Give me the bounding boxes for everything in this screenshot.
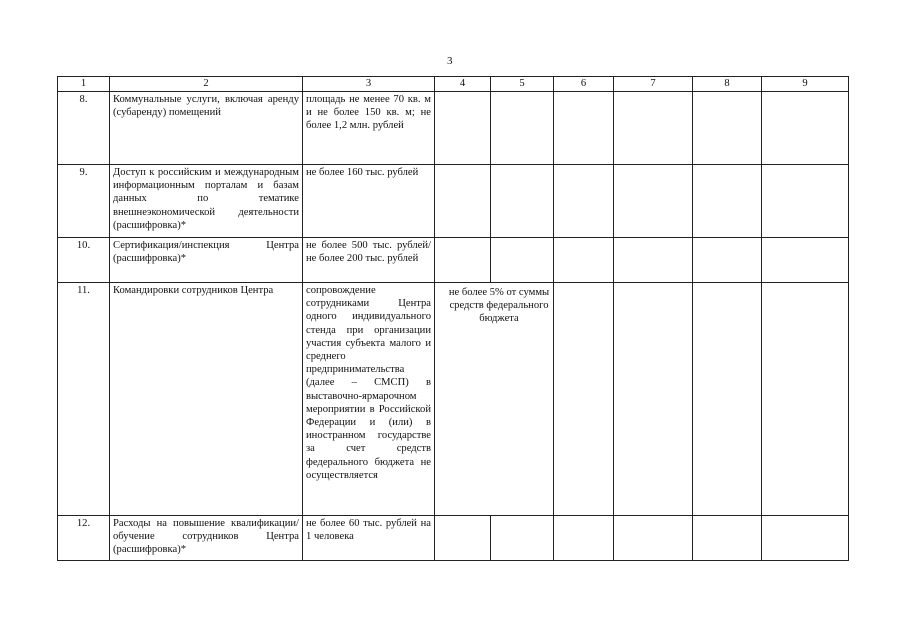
- empty-cell: [435, 516, 491, 561]
- empty-cell: [762, 516, 849, 561]
- column-header: 6: [554, 77, 614, 92]
- expense-norm: не более 500 тыс. рублей/не более 200 тыс. рублей: [303, 238, 435, 283]
- table-row: [58, 165, 849, 238]
- empty-cell: [491, 165, 554, 238]
- expense-name: Коммунальные услуги, включая аренду (субаренду) помещений: [110, 92, 303, 165]
- empty-cell: [762, 165, 849, 238]
- empty-cell: [762, 283, 849, 516]
- page-number: 3: [447, 55, 453, 67]
- empty-cell: [554, 283, 614, 516]
- empty-cell: [614, 238, 693, 283]
- column-header: 7: [614, 77, 693, 92]
- table-row: [58, 238, 849, 283]
- empty-cell: [693, 238, 762, 283]
- column-header: 4: [435, 77, 491, 92]
- column-header: 1: [58, 77, 110, 92]
- empty-cell: [614, 92, 693, 165]
- table-row: [58, 283, 849, 516]
- expense-name: Доступ к российским и международным информационным порталам и базам данных по тематике внешнеэкономической деятельности (расшифровка)*: [110, 165, 303, 238]
- empty-cell: [762, 238, 849, 283]
- header-row: [58, 77, 849, 92]
- column-header: 9: [762, 77, 849, 92]
- empty-cell: [491, 238, 554, 283]
- expense-norm: площадь не менее 70 кв. м и не более 150 кв. м; не более 1,2 млн. рублей: [303, 92, 435, 165]
- empty-cell: [554, 238, 614, 283]
- expense-norm: сопровождение сотрудниками Центра одного индивидуального стенда при организации участия субъекта малого и среднего предпринимательства (далее – СМСП) в выставочно-ярмарочном мероприятии в Российской Федерации и (или) в иностранном государстве за счет средств федерального бюджета не осуществляется: [303, 283, 435, 516]
- row-number: 8.: [58, 92, 110, 165]
- empty-cell: [614, 165, 693, 238]
- empty-cell: [554, 92, 614, 165]
- table-row: [58, 516, 849, 561]
- column-header: 2: [110, 77, 303, 92]
- budget-share-note: не более 5% от суммы средств федерального бюджета: [435, 283, 554, 516]
- empty-cell: [491, 92, 554, 165]
- empty-cell: [491, 516, 554, 561]
- expense-name: Сертификация/инспекция Центра (расшифровка)*: [110, 238, 303, 283]
- row-number: 11.: [58, 283, 110, 516]
- column-header: 3: [303, 77, 435, 92]
- empty-cell: [693, 92, 762, 165]
- empty-cell: [614, 516, 693, 561]
- table-row: [58, 92, 849, 165]
- empty-cell: [435, 165, 491, 238]
- row-number: 12.: [58, 516, 110, 561]
- empty-cell: [693, 165, 762, 238]
- cost-norms-table: [57, 76, 849, 561]
- empty-cell: [435, 238, 491, 283]
- empty-cell: [435, 92, 491, 165]
- empty-cell: [554, 516, 614, 561]
- expense-name: Командировки сотрудников Центра: [110, 283, 303, 516]
- empty-cell: [762, 92, 849, 165]
- row-number: 9.: [58, 165, 110, 238]
- expense-norm: не более 160 тыс. рублей: [303, 165, 435, 238]
- expense-norm: не более 60 тыс. рублей на 1 человека: [303, 516, 435, 561]
- row-number: 10.: [58, 238, 110, 283]
- empty-cell: [554, 165, 614, 238]
- empty-cell: [693, 516, 762, 561]
- column-header: 5: [491, 77, 554, 92]
- column-header: 8: [693, 77, 762, 92]
- empty-cell: [614, 283, 693, 516]
- expense-name: Расходы на повышение квалификации/обучение сотрудников Центра (расшифровка)*: [110, 516, 303, 561]
- empty-cell: [693, 283, 762, 516]
